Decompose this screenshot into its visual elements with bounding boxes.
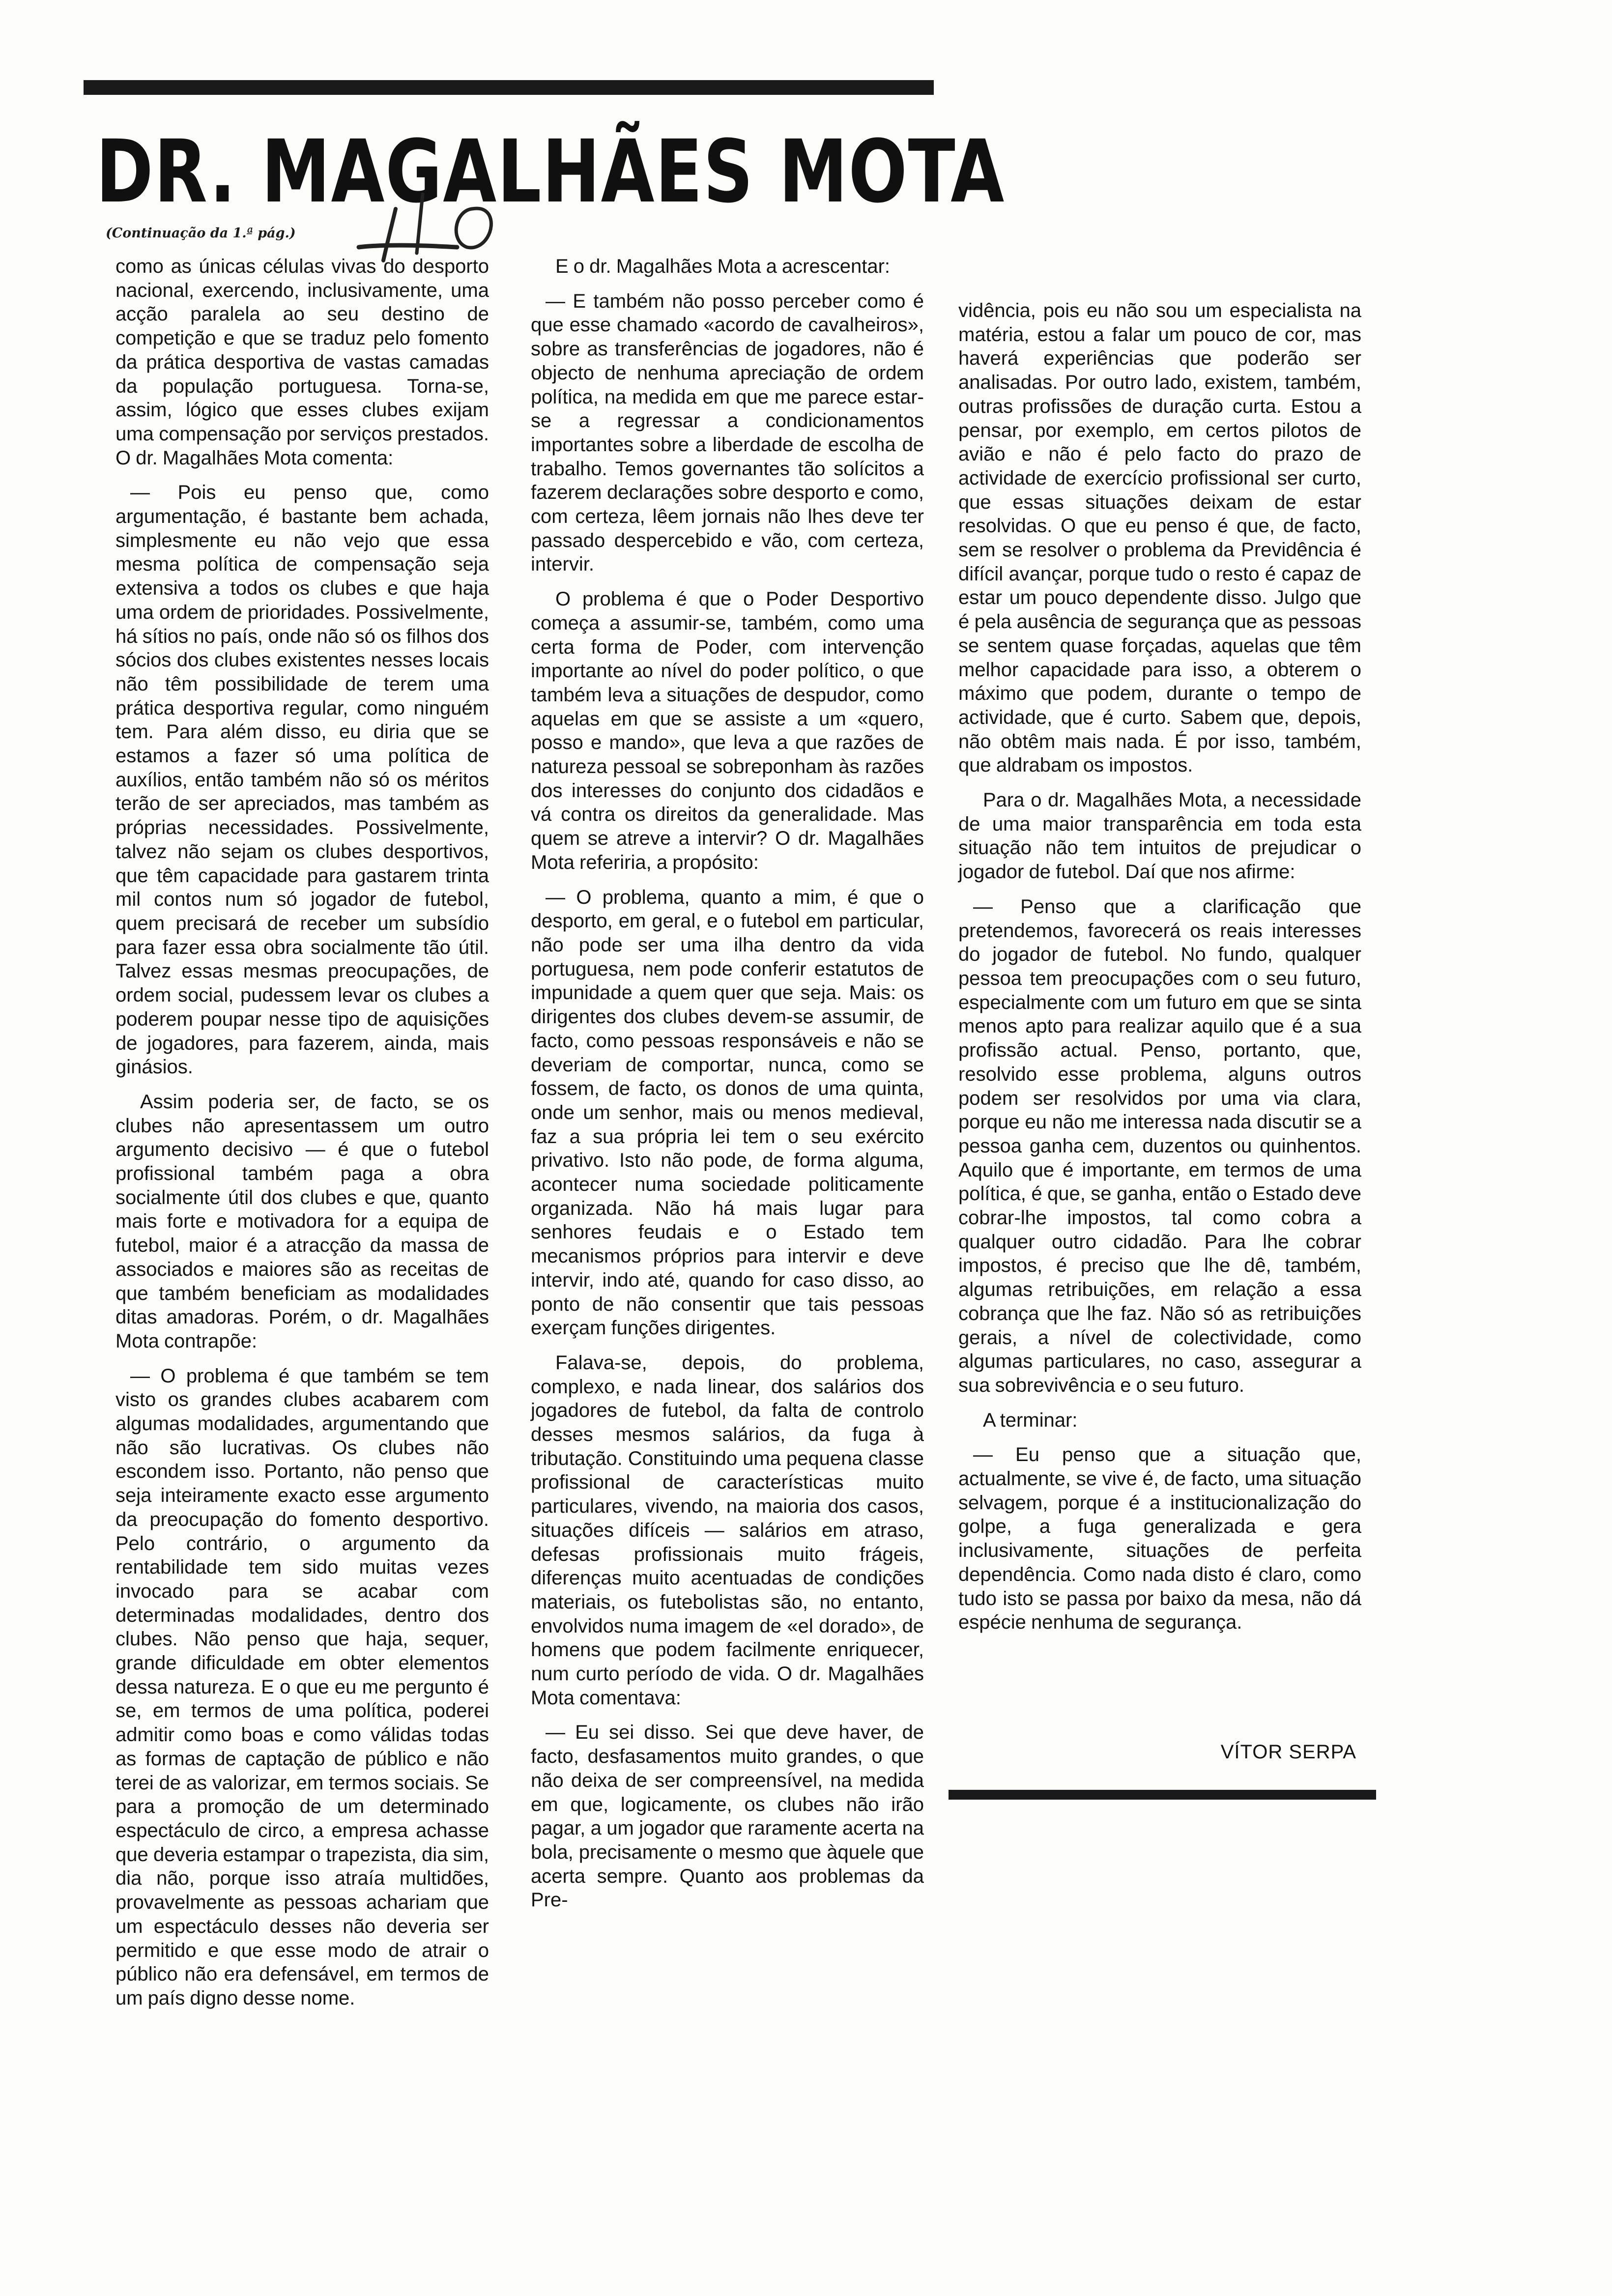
continuation-note: (Continuação da 1.ª pág.)	[106, 226, 296, 241]
article-column-3	[958, 299, 1361, 1773]
paragraph: O problema é que o Poder Desportivo começa a assumir-se, também, como uma certa forma de Poder, com intervenção importante ao nível do poder político, o que também leva a situações de despudor, como aquelas em que se assiste a um «quero, posso e mando», que leva a que razões de natureza pessoal se sobreponham às razões dos interesses do conjunto dos cidadãos e vá contra os direitos da generalidade. Mas quem se atreve a intervir? O dr. Magalhães Mota referiria, a propósito:	[531, 588, 924, 873]
paragraph: — Eu penso que a situação que, actualmente, se vive é, de facto, uma situação selvagem, porque é a institucionalização do golpe, a fuga generalizada e gera inclusivamente, situações de perfeita dependência. Como nada disto é claro, como tudo isto se passa por baixo da mesa, não dá espécie nenhuma de segurança.	[958, 1444, 1361, 1634]
article-column-1	[115, 255, 489, 2036]
paragraph: — Pois eu penso que, como argumentação, é bastante bem achada, simplesmente eu não vejo que essa mesma política de compensação seja extensiva a todos os clubes e que haja uma ordem de prioridades. Possivelmente, há sítios no país, onde não só os filhos dos sócios dos clubes existentes nesses locais não têm possibilidade de terem uma prática desportiva regular, como ninguém tem. Para além disso, eu diria que se estamos a fazer só uma política de auxílios, então também não só os méritos terão de ser apreciados, mas também as próprias necessidades. Possivelmente, talvez não sejam os clubes desportivos, que têm capacidade para gastarem trinta mil contos num só jogador de futebol, quem precisará de receber um subsídio para fazer essa obra socialmente tão útil. Talvez essas mesmas preocupações, de ordem social, pudessem levar os clubes a poderem poupar nesse tipo de aquisições de jogadores, para fazerem, ainda, mais ginásios.	[115, 482, 489, 1078]
paragraph: A terminar:	[983, 1409, 1078, 1431]
article-headline: DR. MAGALHÃES MOTA	[96, 121, 1005, 222]
paragraph: vidência, pois eu não sou um especialista na matéria, estou a falar um pouco de cor, mas haverá experiências que poderão ser analisadas. Por outro lado, existem, também, outras profissões de duração curta. Estou a pensar, por exemplo, em certos pilotos de avião e não é pelo facto do prazo de actividade de exercício profissional ser curto, que essas situações deixam de estar resolvidas. O que eu penso é que, de facto, sem se resolver o problema da Previdência é difícil avançar, porque tudo o resto é capaz de estar um pouco dependente disso. Julgo que é pela ausência de segurança que as pessoas se sentem quase forçadas, aquelas que têm melhor capacidade para isso, a obterem o máximo que podem, durante o tempo de actividade, que é curto. Sabem que, depois, não obtêm mais nada. É por isso, também, que aldrabam os impostos.	[958, 300, 1361, 776]
handwritten-page-annotation	[349, 189, 511, 263]
top-rule	[84, 80, 934, 95]
paragraph: Para o dr. Magalhães Mota, a necessidade de uma maior transparência em toda esta situação não tem intuitos de prejudicar o jogador de futebol. Daí que nos afirme:	[958, 789, 1361, 883]
paragraph: — Eu sei disso. Sei que deve haver, de facto, desfasamentos muito grandes, o que não deixa de ser compreensível, na medida em que, logicamente, os clubes não irão pagar, a um jogador que raramente acerta na bola, precisamente o mesmo que àquele que acerta sempre. Quanto aos problemas da Pre-	[531, 1722, 924, 1911]
paragraph: Falava-se, depois, do problema, complexo, e nada linear, dos salários dos jogadores de futebol, da falta de controlo desses mesmos salários, da fuga à tributação. Constituindo uma pequena classe profissional de características muito particulares, vivendo, na maioria dos casos, situações difíceis — salários em atraso, defesas profissionais muito frágeis, diferenças muito acentuadas de condições materiais, os futebolistas são, no entanto, envolvidos numa imagem de «el dorado», de homens que podem facilmente enriquecer, num curto período de vida. O dr. Magalhães Mota comentava:	[531, 1351, 924, 1709]
paragraph: E o dr. Magalhães Mota a acrescentar:	[555, 256, 891, 277]
paragraph: como as únicas células vivas do desporto nacional, exercendo, inclusivamente, uma acção paralela ao seu destino de competição e que se traduz pelo fomento da prática desportiva de vastas camadas da população portuguesa. Torna-se, assim, lógico que esses clubes exijam uma compensação por serviços prestados. O dr. Magalhães Mota comenta:	[115, 256, 489, 469]
paragraph: — O problema, quanto a mim, é que o desporto, em geral, e o futebol em particular, não pode ser uma ilha dentro da vida portuguesa, nem pode conferir estatutos de impunidade a quem quer que seja. Mais: os dirigentes dos clubes devem-se assumir, de facto, como pessoas responsáveis e não se deveriam de comportar, nunca, como se fossem, de facto, os donos de uma quinta, onde um senhor, mais ou menos medieval, faz a sua própria lei tem o seu exército privativo. Isto não pode, de forma alguma, acontecer numa sociedade politicamente organizada. Não há mais lugar para senhores feudais e o Estado tem mecanismos próprios para intervir e deve intervir, indo até, quando for caso disso, ao ponto de não consentir que tais pessoas exerçam funções dirigentes.	[531, 886, 924, 1339]
paragraph: — O problema é que também se tem visto os grandes clubes acabarem com algumas modalidades, argumentando que não são lucrativas. Os clubes não escondem isso. Portanto, não penso que seja inteiramente exacto esse argumento da preocupação do fomento desportivo. Pelo contrário, o argumento da rentabilidade tem sido muitas vezes invocado para se acabar com determinadas modalidades, dentro dos clubes. Não penso que haja, sequer, grande dificuldade em obter elementos dessa natureza. E o que eu me pergunto é se, em termos de uma política, poderei admitir como boas e como válidas todas as formas de captação de público e não terei de as valorizar, em termos sociais. Se para a promoção de um determinado espectáculo de circo, a empresa achasse que deveria estampar o trapezista, dia sim, dia não, porque isso atraía multidões, provavelmente as pessoas achariam que um espectáculo desses não deveria ser permitido e que esse modo de atrair o público não era defensável, em termos de um país digno desse nome.	[115, 1365, 489, 2009]
paragraph: — Penso que a clarificação que pretendemos, favorecerá os reais interesses do jogador de futebol. No fundo, qualquer pessoa tem preocupações com o seu futuro, especialmente com um futuro em que se sinta menos apto para realizar aquilo que é a sua profissão actual. Penso, portanto, que, resolvido esse problema, alguns outros podem ser resolvidos por uma via clara, porque eu não me interessa nada discutir se a pessoa ganha cem, duzentos ou quinhentos. Aquilo que é importante, em termos de uma política, é que, se ganha, então o Estado deve cobrar-lhe impostos, tal como cobra a qualquer outro cidadão. Para lhe cobrar impostos, é preciso que lhe dê, também, algumas retribuições, em relação a essa cobrança que lhe faz. Não só as retribuições gerais, a nível de colectividade, como algumas particulares, no caso, assegurar a sua sobrevivência e o seu futuro.	[958, 895, 1361, 1396]
byline: VÍTOR SERPA	[1220, 1741, 1356, 1763]
paragraph: — E também não posso perceber como é que esse chamado «acordo de cavalheiros», sobre as transferências de jogadores, não é objecto de nenhuma apreciação de ordem política, na medida em que me parece estar-se a regressar a condicionamentos importantes sobre a liberdade de escolha de trabalho. Temos governantes tão solícitos a fazerem declarações sobre desporto e como, com certeza, lêem jornais não lhes deve ter passado despercebido e vão, com certeza, intervir.	[531, 290, 924, 575]
paragraph: Assim poderia ser, de facto, se os clubes não apresentassem um outro argumento decisivo — é que o futebol profissional também paga a obra socialmente útil dos clubes e que, quanto mais forte e motivadora for a equipa de futebol, maior é a atracção da massa de associados e maiores são as receitas de que também beneficiam as modalidades ditas amadoras. Porém, o dr. Magalhães Mota contrapõe:	[115, 1091, 489, 1352]
bottom-rule	[949, 1790, 1376, 1800]
article-column-2	[531, 255, 924, 1911]
